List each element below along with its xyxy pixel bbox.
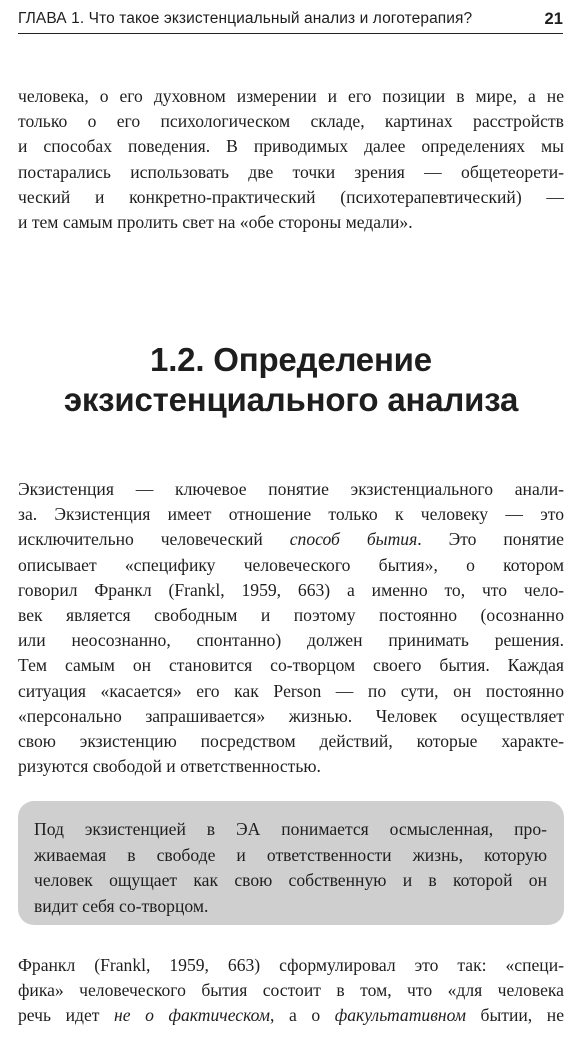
existence-paragraph (18, 477, 564, 779)
text-line: Под экзистенцией в ЭА понимается осмысленная, про- (34, 819, 547, 839)
text-run: бытии, не (465, 1005, 564, 1026)
text-line: ситуация «касается» его как Person — по сути, он постоянно (18, 680, 564, 701)
text-run: исключительно человеческий (18, 529, 290, 550)
text-line: говорил Франкл (Frankl, 1959, 663) а именно то, что чело- (18, 579, 564, 600)
text-line: за. Экзистенция имеет отношение только к человеку — это (18, 504, 564, 525)
italic-term: факультативном (334, 1005, 466, 1026)
text-line: видит себя со-творцом. (34, 895, 209, 916)
text-line: только о его психологическом складе, картинах расстройств (18, 111, 564, 132)
text-line: фика» человеческого бытия состоит в том, что «для человека (18, 980, 564, 1001)
text-line: ческий и конкретно-практический (психотерапевтический) — (18, 186, 564, 207)
text-line: описывает «специфику человеческого бытия», о котором (18, 554, 564, 575)
text-line: или неосознанно, спонтанно) должен принимать решения. (18, 630, 564, 651)
text-run: . Это понятие (417, 529, 564, 550)
text-line (18, 527, 564, 552)
italic-term: способ бытия (289, 529, 418, 550)
text-line: постарались использовать две точки зрения — общетеорети- (18, 161, 564, 182)
text-line: свою экзистенцию посредством действий, которые характе- (18, 731, 564, 752)
header-divider (18, 33, 563, 34)
text-line: «персонально запрашивается» жизнью. Человек осуществляет (18, 705, 564, 726)
text-line (18, 1003, 564, 1028)
text-line: и способах поведения. В приводимых далее определениях мы (18, 136, 564, 157)
text-line: Экзистенция — ключевое понятие экзистенциального анали- (18, 479, 564, 499)
text-line: живаемая в свободе и ответственности жизнь, которую (34, 844, 547, 865)
text-line: Франкл (Frankl, 1959, 663) сформулировал это так: «специ- (18, 955, 564, 975)
text-line: Тем самым он становится со-творцом своего бытия. Каждая (18, 655, 564, 676)
frankl-paragraph (18, 953, 564, 1029)
text-line: и тем самым пролить свет на «обе стороны медали». (18, 212, 413, 233)
page-number: 21 (544, 9, 563, 28)
section-heading (18, 340, 564, 420)
text-run: , а о (270, 1005, 335, 1026)
chapter-title: ГЛАВА 1. Что такое экзистенциальный анализ и логотерапия? (18, 10, 473, 27)
text-line: человека, о его духовном измерении и его позиции в мире, а не (18, 86, 564, 106)
intro-paragraph (18, 84, 564, 235)
definition-callout (18, 801, 564, 925)
running-header (18, 6, 563, 32)
text-line: век является свободным и поэтому постоянно (осознанно (18, 605, 564, 626)
text-line: ризуются свободой и ответственностью. (18, 756, 321, 777)
italic-term: не о фактическом (114, 1005, 270, 1026)
text-run: речь идет (18, 1005, 115, 1026)
section-heading-line: 1.2. Определение (150, 341, 432, 378)
section-heading-line: экзистенциального анализа (63, 381, 519, 418)
text-line: человек ощущает как свою собственную и в которой он (34, 870, 547, 890)
definition-text (34, 817, 547, 919)
